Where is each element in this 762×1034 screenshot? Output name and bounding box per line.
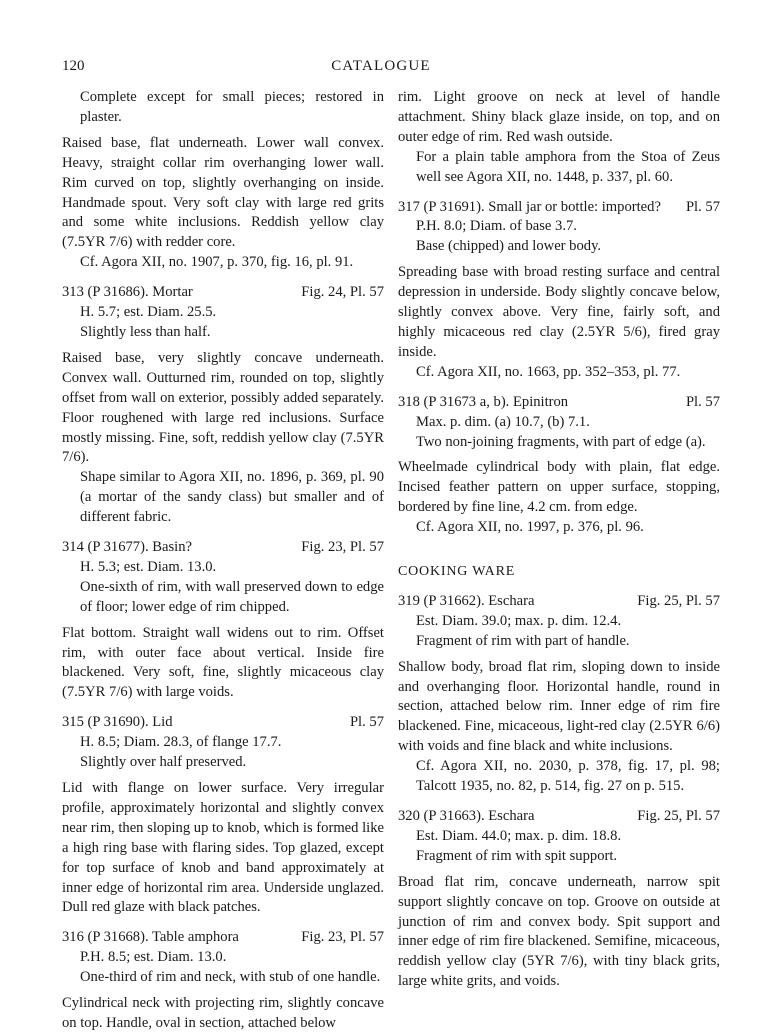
- entry-316-description-continued: rim. Light groove on neck at level of handle attachment. Shiny black glaze inside, on top, and on outer edge of rim. Red wash outside.: [398, 89, 720, 145]
- entry-319-dimensions: Est. Diam. 39.0; max. p. dim. 12.4.: [416, 612, 622, 629]
- entry-317-description: Spreading base with broad resting surface and central depression in underside. Body slightly concave below, slightly convex above. Very fine, fairly soft, and highly micaceous red clay (2.5YR 5/6), fired gray inside.: [398, 264, 720, 360]
- entry-315-title: 315 (P 31690). Lid: [62, 714, 173, 731]
- entry-313-dimensions: H. 5.7; est. Diam. 25.5.: [80, 304, 217, 321]
- entry-318-preservation: Two non-joining fragments, with part of edge (a).: [416, 433, 706, 450]
- entry-320-preservation: Fragment of rim with spit support.: [416, 847, 618, 864]
- entry-320-heading: [398, 807, 720, 827]
- entry-312-comparison: Cf. Agora XII, no. 1907, p. 370, fig. 16, pl. 91.: [80, 254, 354, 271]
- entry-315-dimensions: H. 8.5; Diam. 28.3, of flange 17.7.: [80, 734, 282, 751]
- entry-313-preservation: Slightly less than half.: [80, 323, 211, 340]
- entry-319-comparison: Cf. Agora XII, no. 2030, p. 378, fig. 17, pl. 98; Talcott 1935, no. 82, p. 514, fig. 27 on p. 515.: [416, 758, 720, 795]
- entry-314-description: Flat bottom. Straight wall widens out to rim. Offset rim, with outer face about vertical. Inside fire blackened. Very soft, fine, slightly micaceous clay (7.5YR 7/6) with large voids.: [62, 624, 384, 701]
- entry-317-figure-ref: Pl. 57: [685, 198, 720, 215]
- entry-315-description: Lid with flange on lower surface. Very irregular profile, approximately horizontal and slightly convex near rim, then sloping up to knob, which is formed like a high ring base with flaring sides. Top glazed, except for top surface of knob and band approximately at inner edge of horizontal rim area. Underside unglazed. Dull red glaze with black patches.: [62, 780, 384, 916]
- entry-315-figure-ref: Pl. 57: [349, 714, 384, 731]
- entry-317-preservation: Base (chipped) and lower body.: [416, 238, 602, 255]
- entry-316-description: Cylindrical neck with projecting rim, slightly concave on top. Handle, oval in section, attached below: [62, 995, 384, 1031]
- entry-312-preservation: Complete except for small pieces; restored in plaster.: [80, 89, 384, 125]
- entry-319-heading: [398, 592, 720, 612]
- right-column: [398, 88, 720, 992]
- entry-313-figure-ref: Fig. 24, Pl. 57: [301, 284, 384, 301]
- entry-317-heading: [398, 198, 720, 218]
- entry-316-heading: [62, 928, 384, 948]
- entry-320-title: 320 (P 31663). Eschara: [398, 808, 535, 824]
- entry-318-comparison: Cf. Agora XII, no. 1997, p. 376, pl. 96.: [416, 519, 644, 536]
- entry-316-dimensions: P.H. 8.5; est. Diam. 13.0.: [80, 949, 227, 966]
- running-head: CATALOGUE: [331, 58, 431, 74]
- entry-315-preservation: Slightly over half preserved.: [80, 754, 247, 771]
- entry-314-heading: [62, 538, 384, 558]
- entry-314-preservation: One-sixth of rim, with wall preserved down to edge of floor; lower edge of rim chipped.: [80, 578, 384, 615]
- entry-317-title: 317 (P 31691). Small jar or bottle: imported?: [398, 198, 661, 215]
- entry-319-preservation: Fragment of rim with part of handle.: [416, 632, 630, 649]
- entry-314-figure-ref: Fig. 23, Pl. 57: [301, 539, 384, 556]
- entry-318-dimensions: Max. p. dim. (a) 10.7, (b) 7.1.: [416, 413, 590, 430]
- entry-318-title: 318 (P 31673 a, b). Epinitron: [398, 393, 569, 410]
- entry-312-description: Raised base, flat underneath. Lower wall convex. Heavy, straight collar rim overhanging lower wall. Rim curved on top, slightly overhanging on inside. Handmade spout. Very soft clay with large red grits and some white inclusions. Reddish yellow clay (7.5YR 7/6) with redder core.: [62, 134, 384, 251]
- entry-318-figure-ref: Pl. 57: [685, 393, 720, 410]
- entry-313-title: 313 (P 31686). Mortar: [62, 284, 193, 301]
- entry-319-description: Shallow body, broad flat rim, sloping down to inside and overhanging floor. Horizontal handle, round in section, attached below rim. Inner edge of rim fire blackened. Fine, micaceous, light-red clay (2.5YR 6/6) with voids and fine black and white inclusions.: [398, 658, 720, 755]
- entry-320-figure-ref: Fig. 25, Pl. 57: [637, 808, 720, 824]
- entry-314-title: 314 (P 31677). Basin?: [62, 539, 192, 556]
- entry-320-dimensions: Est. Diam. 44.0; max. p. dim. 18.8.: [416, 827, 622, 844]
- entry-316-preservation: One-third of rim and neck, with stub of one handle.: [80, 969, 381, 986]
- entry-315-heading: [62, 713, 384, 733]
- entry-316-title: 316 (P 31668). Table amphora: [62, 929, 239, 946]
- left-column: [62, 88, 384, 1034]
- entry-318-heading: [398, 393, 720, 413]
- entry-316-figure-ref: Fig. 23, Pl. 57: [301, 929, 384, 946]
- entry-317-comparison: Cf. Agora XII, no. 1663, pp. 352–353, pl. 77.: [416, 363, 681, 380]
- entry-316-comparison: For a plain table amphora from the Stoa of Zeus well see Agora XII, no. 1448, p. 337, pl. 60.: [416, 148, 720, 185]
- entry-317-dimensions: P.H. 8.0; Diam. of base 3.7.: [416, 218, 577, 235]
- entry-318-description: Wheelmade cylindrical body with plain, flat edge. Incised feather pattern on upper surface, stopping, bordered by fine line, 4.2 cm. from edge.: [398, 459, 720, 516]
- entry-313-description: Raised base, very slightly concave underneath. Convex wall. Outturned rim, rounded on top, slightly offset from wall on exterior, possibly added separately. Floor roughened with large red inclusions. Surface mostly missing. Fine, soft, reddish yellow clay (7.5YR 7/6).: [62, 349, 384, 466]
- section-title-cooking-ware: COOKING WARE: [398, 564, 516, 580]
- page-number: 120: [62, 58, 85, 74]
- entry-313-comparison: Shape similar to Agora XII, no. 1896, p. 369, pl. 90 (a mortar of the sandy class) but smaller and of different fabric.: [80, 469, 384, 526]
- entry-320-description: Broad flat rim, concave underneath, narrow spit support slightly concave on top. Groove on outside at junction of rim and convex body. Spit support and inner edge of rim fire blackened. Semifine, micaceous, reddish yellow clay (5YR 7/6), with tiny black grits, large white grits, and voids.: [398, 873, 720, 990]
- entry-313-heading: [62, 283, 384, 303]
- entry-314-dimensions: H. 5.3; est. Diam. 13.0.: [80, 558, 217, 575]
- entry-319-figure-ref: Fig. 25, Pl. 57: [637, 592, 720, 609]
- entry-319-title: 319 (P 31662). Eschara: [398, 592, 535, 609]
